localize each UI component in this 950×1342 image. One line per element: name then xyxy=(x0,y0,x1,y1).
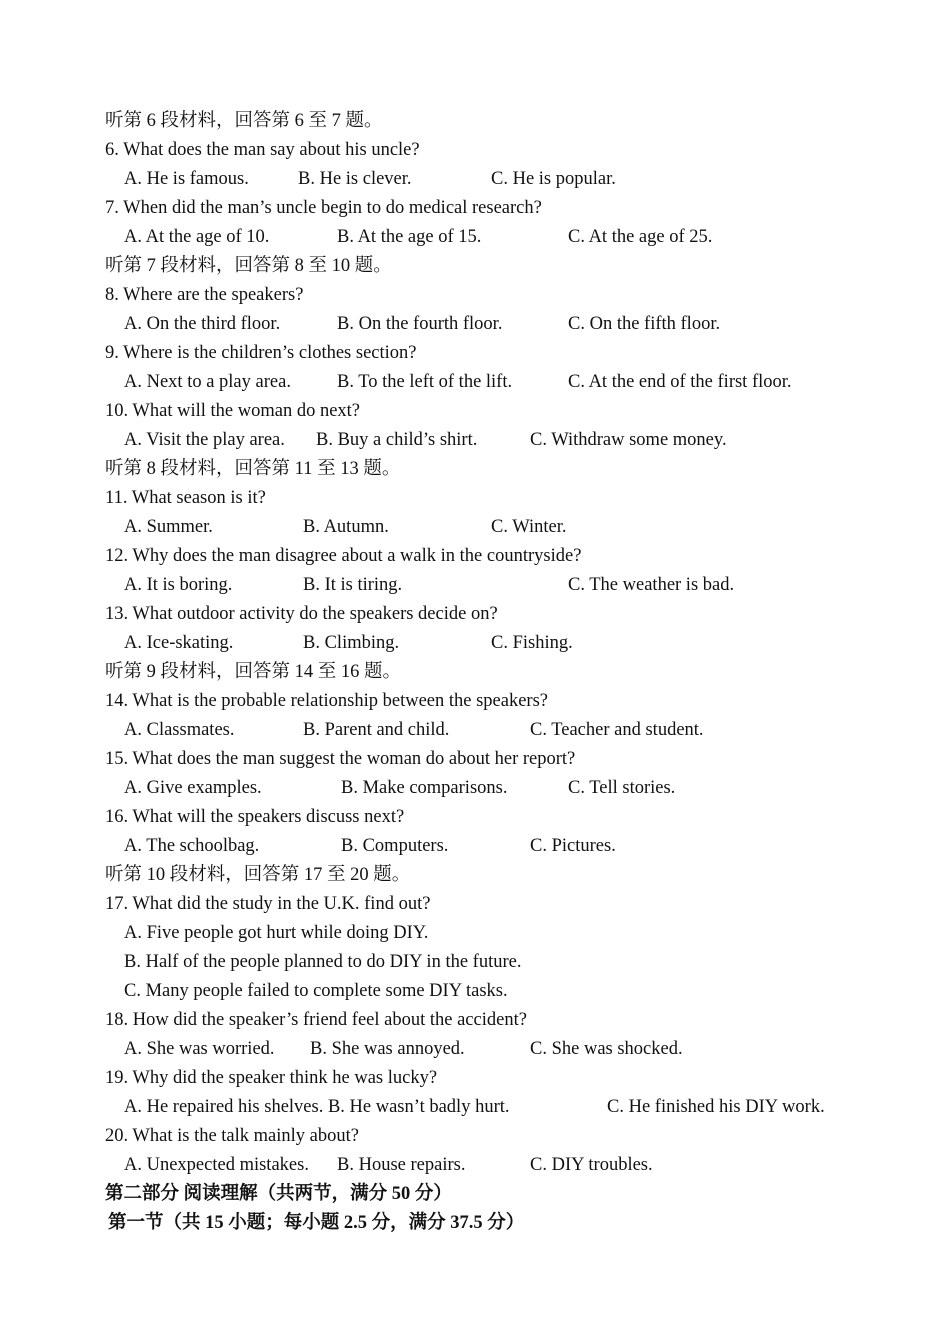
option-19ab: A. He repaired his shelves. B. He wasn’t badly hurt. xyxy=(124,1097,510,1117)
option-14a: A. Classmates. xyxy=(124,720,235,740)
section-header-6: 听第 6 段材料，回答第 6 至 7 题。 xyxy=(105,111,383,131)
option-8b: B. On the fourth floor. xyxy=(337,314,503,334)
option-17a: A. Five people got hurt while doing DIY. xyxy=(124,923,429,943)
option-13b: B. Climbing. xyxy=(303,633,400,653)
option-14c: C. Teacher and student. xyxy=(530,720,704,740)
option-16b: B. Computers. xyxy=(341,836,449,856)
section-one-heading: 第一节（共 15 小题；每小题 2.5 分，满分 37.5 分） xyxy=(108,1213,525,1233)
option-11c: C. Winter. xyxy=(491,517,567,537)
option-18b: B. She was annoyed. xyxy=(310,1039,465,1059)
question-11: 11. What season is it? xyxy=(105,488,266,508)
option-15b: B. Make comparisons. xyxy=(341,778,508,798)
option-15c: C. Tell stories. xyxy=(568,778,676,798)
section-header-10: 听第 10 段材料，回答第 17 至 20 题。 xyxy=(105,865,411,885)
option-16a: A. The schoolbag. xyxy=(124,836,260,856)
section-header-8: 听第 8 段材料，回答第 11 至 13 题。 xyxy=(105,459,401,479)
option-12a: A. It is boring. xyxy=(124,575,233,595)
option-19c: C. He finished his DIY work. xyxy=(607,1097,825,1117)
question-18: 18. How did the speaker’s friend feel about the accident? xyxy=(105,1010,527,1030)
option-18a: A. She was worried. xyxy=(124,1039,275,1059)
option-16c: C. Pictures. xyxy=(530,836,616,856)
option-15a: A. Give examples. xyxy=(124,778,262,798)
section-header-7: 听第 7 段材料，回答第 8 至 10 题。 xyxy=(105,256,392,276)
option-6c: C. He is popular. xyxy=(491,169,616,189)
option-7c: C. At the age of 25. xyxy=(568,227,713,247)
option-10c: C. Withdraw some money. xyxy=(530,430,727,450)
part-two-heading: 第二部分 阅读理解（共两节，满分 50 分） xyxy=(105,1184,452,1204)
question-15: 15. What does the man suggest the woman do about her report? xyxy=(105,749,576,769)
option-9b: B. To the left of the lift. xyxy=(337,372,513,392)
option-11a: A. Summer. xyxy=(124,517,213,537)
option-9a: A. Next to a play area. xyxy=(124,372,291,392)
question-10: 10. What will the woman do next? xyxy=(105,401,361,421)
option-17b: B. Half of the people planned to do DIY in the future. xyxy=(124,952,522,972)
section-header-9: 听第 9 段材料，回答第 14 至 16 题。 xyxy=(105,662,402,682)
option-13c: C. Fishing. xyxy=(491,633,573,653)
option-10b: B. Buy a child’s shirt. xyxy=(316,430,478,450)
option-8c: C. On the fifth floor. xyxy=(568,314,721,334)
question-6: 6. What does the man say about his uncle? xyxy=(105,140,420,160)
option-8a: A. On the third floor. xyxy=(124,314,281,334)
option-6b: B. He is clever. xyxy=(298,169,412,189)
question-12: 12. Why does the man disagree about a walk in the countryside? xyxy=(105,546,582,566)
question-8: 8. Where are the speakers? xyxy=(105,285,304,305)
option-14b: B. Parent and child. xyxy=(303,720,450,740)
question-9: 9. Where is the children’s clothes section? xyxy=(105,343,417,363)
option-20a: A. Unexpected mistakes. xyxy=(124,1155,309,1175)
option-20b: B. House repairs. xyxy=(337,1155,466,1175)
option-7b: B. At the age of 15. xyxy=(337,227,482,247)
option-9c: C. At the end of the first floor. xyxy=(568,372,792,392)
question-17: 17. What did the study in the U.K. find out? xyxy=(105,894,431,914)
option-13a: A. Ice-skating. xyxy=(124,633,234,653)
question-14: 14. What is the probable relationship between the speakers? xyxy=(105,691,548,711)
option-12b: B. It is tiring. xyxy=(303,575,403,595)
question-7: 7. When did the man’s uncle begin to do medical research? xyxy=(105,198,542,218)
option-6a: A. He is famous. xyxy=(124,169,249,189)
option-20c: C. DIY troubles. xyxy=(530,1155,653,1175)
option-18c: C. She was shocked. xyxy=(530,1039,683,1059)
option-17c: C. Many people failed to complete some DIY tasks. xyxy=(124,981,508,1001)
option-10a: A. Visit the play area. xyxy=(124,430,285,450)
question-13: 13. What outdoor activity do the speakers decide on? xyxy=(105,604,498,624)
question-20: 20. What is the talk mainly about? xyxy=(105,1126,359,1146)
option-7a: A. At the age of 10. xyxy=(124,227,270,247)
option-11b: B. Autumn. xyxy=(303,517,389,537)
option-12c: C. The weather is bad. xyxy=(568,575,735,595)
question-16: 16. What will the speakers discuss next? xyxy=(105,807,405,827)
question-19: 19. Why did the speaker think he was lucky? xyxy=(105,1068,438,1088)
